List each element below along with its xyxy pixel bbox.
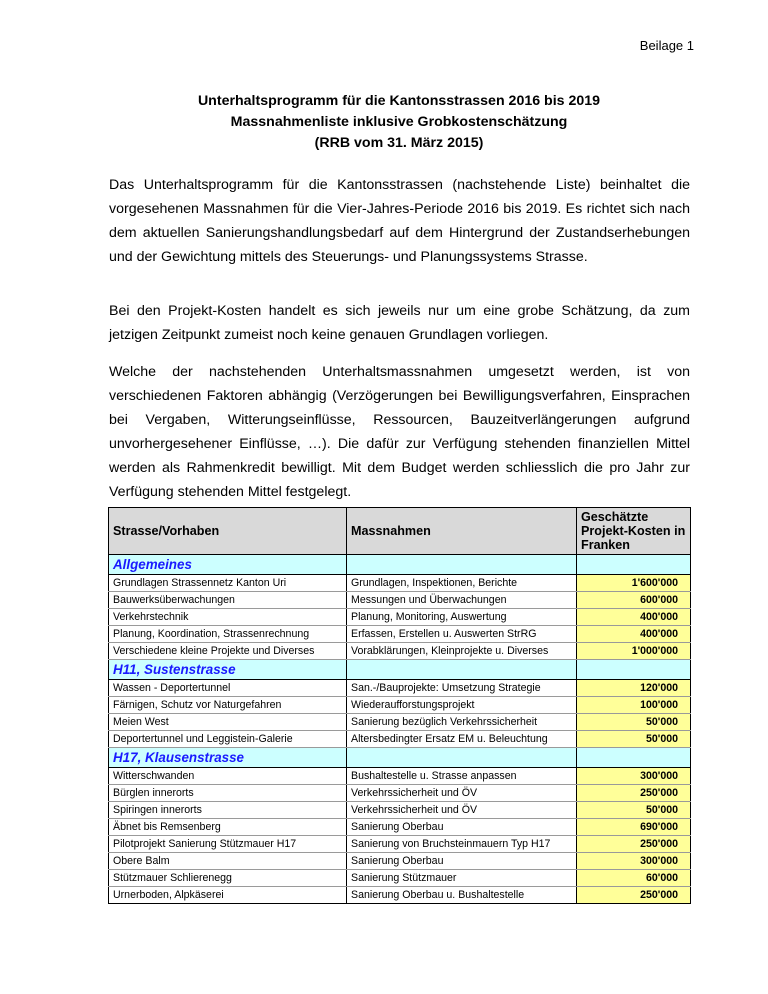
table-row	[109, 592, 691, 609]
measure-cell: Altersbedingter Ersatz EM u. Beleuchtung	[347, 731, 577, 748]
table-row	[109, 887, 691, 904]
cost-cell: 300'000	[577, 853, 691, 870]
table-row	[109, 731, 691, 748]
section-empty-cell	[347, 660, 577, 680]
section-row	[109, 748, 691, 768]
cost-cell: 50'000	[577, 802, 691, 819]
table-row	[109, 802, 691, 819]
project-cell: Stützmauer Schlierenegg	[109, 870, 347, 887]
section-empty-cost-cell	[577, 555, 691, 575]
section-title: Allgemeines	[109, 555, 347, 575]
measure-cell: Sanierung Oberbau	[347, 853, 577, 870]
cost-cell: 400'000	[577, 609, 691, 626]
cost-cell: 1'600'000	[577, 575, 691, 592]
project-cell: Wassen - Deportertunnel	[109, 680, 347, 697]
table-row	[109, 836, 691, 853]
measure-cell: Grundlagen, Inspektionen, Berichte	[347, 575, 577, 592]
measure-cell: San.-/Bauprojekte: Umsetzung Strategie	[347, 680, 577, 697]
measure-cell: Sanierung bezüglich Verkehrssicherheit	[347, 714, 577, 731]
measures-table	[108, 507, 691, 904]
title-line-3: (RRB vom 31. März 2015)	[314, 135, 484, 151]
cost-cell: 120'000	[577, 680, 691, 697]
cost-cell: 600'000	[577, 592, 691, 609]
header-measures: Massnahmen	[347, 508, 577, 555]
measure-cell: Sanierung Stützmauer	[347, 870, 577, 887]
table-row	[109, 626, 691, 643]
cost-cell: 60'000	[577, 870, 691, 887]
cost-cell: 50'000	[577, 731, 691, 748]
project-cell: Meien West	[109, 714, 347, 731]
section-empty-cost-cell	[577, 660, 691, 680]
page-label: Beilage 1	[639, 38, 694, 53]
measure-cell: Wiederaufforstungsprojekt	[347, 697, 577, 714]
project-cell: Grundlagen Strassennetz Kanton Uri	[109, 575, 347, 592]
project-cell: Planung, Koordination, Strassenrechnung	[109, 626, 347, 643]
title-line-1: Unterhaltsprogramm für die Kantonsstrassen 2016 bis 2019	[197, 93, 601, 109]
measure-cell: Sanierung Oberbau u. Bushaltestelle	[347, 887, 577, 904]
table-row	[109, 643, 691, 660]
project-cell: Verkehrstechnik	[109, 609, 347, 626]
measure-cell: Erfassen, Erstellen u. Auswerten StrRG	[347, 626, 577, 643]
section-empty-cell	[347, 748, 577, 768]
measure-cell: Bushaltestelle u. Strasse anpassen	[347, 768, 577, 785]
table-row	[109, 819, 691, 836]
measure-cell: Verkehrssicherheit und ÖV	[347, 802, 577, 819]
project-cell: Bauwerksüberwachungen	[109, 592, 347, 609]
cost-cell: 690'000	[577, 819, 691, 836]
cost-cell: 50'000	[577, 714, 691, 731]
project-cell: Witterschwanden	[109, 768, 347, 785]
title-line-2: Massnahmenliste inklusive Grobkostenschätzung	[230, 114, 568, 130]
measure-cell: Vorabklärungen, Kleinprojekte u. Diverses	[347, 643, 577, 660]
table-row	[109, 714, 691, 731]
header-cost: Geschätzte Projekt-Kosten in Franken	[577, 508, 691, 555]
project-cell: Urnerboden, Alpkäserei	[109, 887, 347, 904]
table-row	[109, 853, 691, 870]
cost-cell: 250'000	[577, 836, 691, 853]
project-cell: Verschiedene kleine Projekte und Diverses	[109, 643, 347, 660]
section-title: H17, Klausenstrasse	[109, 748, 347, 768]
measure-cell: Sanierung von Bruchsteinmauern Typ H17	[347, 836, 577, 853]
project-cell: Obere Balm	[109, 853, 347, 870]
table-header-row	[109, 508, 691, 555]
cost-cell: 250'000	[577, 887, 691, 904]
cost-note-paragraph: Bei den Projekt-Kosten handelt es sich jeweils nur um eine grobe Schätzung, da zum jetzigen Zeitpunkt zumeist noch keine genauen Grundlagen vorliegen.	[109, 303, 690, 343]
cost-cell: 1'000'000	[577, 643, 691, 660]
table-body	[109, 555, 691, 904]
table-row	[109, 680, 691, 697]
project-cell: Färnigen, Schutz vor Naturgefahren	[109, 697, 347, 714]
section-empty-cost-cell	[577, 748, 691, 768]
header-project: Strasse/Vorhaben	[109, 508, 347, 555]
project-cell: Deportertunnel und Leggistein-Galerie	[109, 731, 347, 748]
project-cell: Äbnet bis Remsenberg	[109, 819, 347, 836]
project-cell: Pilotprojekt Sanierung Stützmauer H17	[109, 836, 347, 853]
project-cell: Spiringen innerorts	[109, 802, 347, 819]
table-row	[109, 768, 691, 785]
section-title: H11, Sustenstrasse	[109, 660, 347, 680]
section-empty-cell	[347, 555, 577, 575]
table-row	[109, 575, 691, 592]
intro-paragraph: Das Unterhaltsprogramm für die Kantonsstrassen (nachstehende Liste) beinhaltet die vorgesehenen Massnahmen für die Vier-Jahres-Periode 2016 bis 2019. Es richtet sich nach dem aktuellen Sanierungshandlungsbedarf auf dem Hintergrund der Zustandserhebungen und der Gewichtung mittels des Steuerungs- und Planungssystems Strasse.	[109, 177, 690, 265]
project-cell: Bürglen innerorts	[109, 785, 347, 802]
section-row	[109, 660, 691, 680]
measure-cell: Messungen und Überwachungen	[347, 592, 577, 609]
measure-cell: Sanierung Oberbau	[347, 819, 577, 836]
cost-cell: 400'000	[577, 626, 691, 643]
table-row	[109, 697, 691, 714]
cost-cell: 100'000	[577, 697, 691, 714]
table-row	[109, 609, 691, 626]
cost-cell: 300'000	[577, 768, 691, 785]
cost-cell: 250'000	[577, 785, 691, 802]
section-row	[109, 555, 691, 575]
table-row	[109, 785, 691, 802]
document-title	[108, 91, 690, 154]
table-row	[109, 870, 691, 887]
measure-cell: Planung, Monitoring, Auswertung	[347, 609, 577, 626]
measure-cell: Verkehrssicherheit und ÖV	[347, 785, 577, 802]
factors-paragraph: Welche der nachstehenden Unterhaltsmassnahmen umgesetzt werden, ist von verschiedenen Faktoren abhängig (Verzögerungen bei Bewilligungsverfahren, Einsprachen bei Vergaben, Witterungseinflüsse, Ressourcen, Bauzeitverlängerungen aufgrund unvorhergesehener Einflüsse, …). Die dafür zur Verfügung stehenden finanziellen Mittel werden als Rahmenkredit bewilligt. Mit dem Budget werden schliesslich die pro Jahr zur Verfügung stehenden Mittel festgelegt.	[109, 364, 690, 500]
